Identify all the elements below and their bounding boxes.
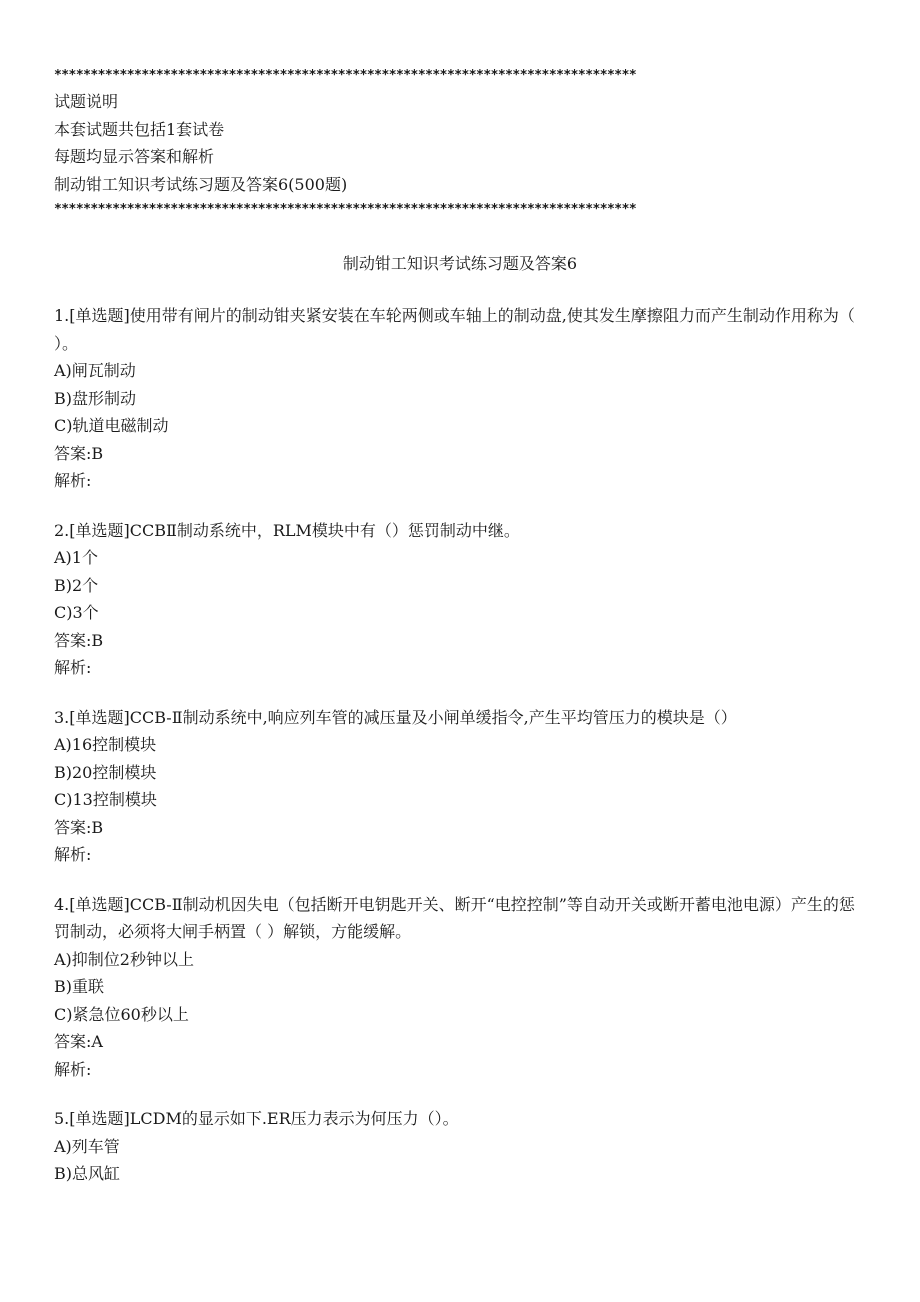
star-divider-top: ******************************************************************************** [54, 68, 637, 83]
analysis: 解析: [54, 1059, 92, 1079]
analysis: 解析: [54, 658, 92, 677]
option-a: A)抑制位2秒钟以上 [54, 949, 194, 969]
answer: 答案:B [54, 817, 104, 837]
document-page [54, 66, 874, 1210]
option-a: A)闸瓦制动 [54, 361, 136, 380]
header-line: 制动钳工知识考试练习题及答案6(500题) [54, 174, 348, 194]
question-3 [54, 704, 874, 869]
option-b: B)总风缸 [54, 1164, 121, 1183]
question-text: 5.[单选题]LCDM的显示如下.ER压力表示为何压力（）。 [54, 1109, 459, 1128]
option-c: C)13控制模块 [54, 790, 157, 809]
option-a: A)1个 [54, 548, 98, 567]
question-text: 3.[单选题]CCB-Ⅱ制动系统中,响应列车管的减压量及小闸单缓指令,产生平均管压力的模块是（） [54, 707, 737, 727]
analysis: 解析: [54, 471, 92, 490]
star-divider-bottom: ******************************************************************************** [54, 202, 637, 217]
option-c: C)3个 [54, 603, 99, 622]
question-text: 4.[单选题]CCB-Ⅱ制动机因失电（包括断开电钥匙开关、断开“电控控制”等自动开关或断开蓄电池电源）产生的惩罚制动，必须将大闸手柄置（ ）解锁，方能缓解。 [54, 894, 855, 941]
option-c: C)轨道电磁制动 [54, 416, 169, 435]
option-a: A)16控制模块 [54, 735, 157, 754]
exam-description [54, 88, 874, 198]
option-c: C)紧急位60秒以上 [54, 1004, 189, 1024]
question-5 [54, 1105, 874, 1188]
option-b: B)20控制模块 [54, 762, 157, 782]
option-b: B)重联 [54, 977, 105, 996]
header-line: 本套试题共包括1套试卷 [54, 119, 225, 139]
header-line: 试题说明 [54, 92, 119, 111]
question-text: 2.[单选题]CCBⅡ制动系统中，RLM模块中有（）惩罚制动中继。 [54, 520, 520, 540]
question-4 [54, 891, 874, 1084]
question-2 [54, 517, 874, 682]
document-title: 制动钳工知识考试练习题及答案6 [342, 254, 578, 273]
option-a: A)列车管 [54, 1136, 120, 1156]
question-text: 1.[单选题]使用带有闸片的制动钳夹紧安装在车轮两侧或车轴上的制动盘,使其发生摩擦阻力而产生制动作用称为（ ）。 [54, 306, 855, 353]
analysis: 解析: [54, 845, 92, 864]
option-b: B)2个 [54, 575, 99, 595]
header-line: 每题均显示答案和解析 [54, 147, 215, 166]
answer: 答案:B [54, 443, 104, 463]
answer: 答案:A [54, 1032, 103, 1051]
option-b: B)盘形制动 [54, 388, 137, 408]
answer: 答案:B [54, 630, 104, 650]
question-1 [54, 302, 874, 495]
